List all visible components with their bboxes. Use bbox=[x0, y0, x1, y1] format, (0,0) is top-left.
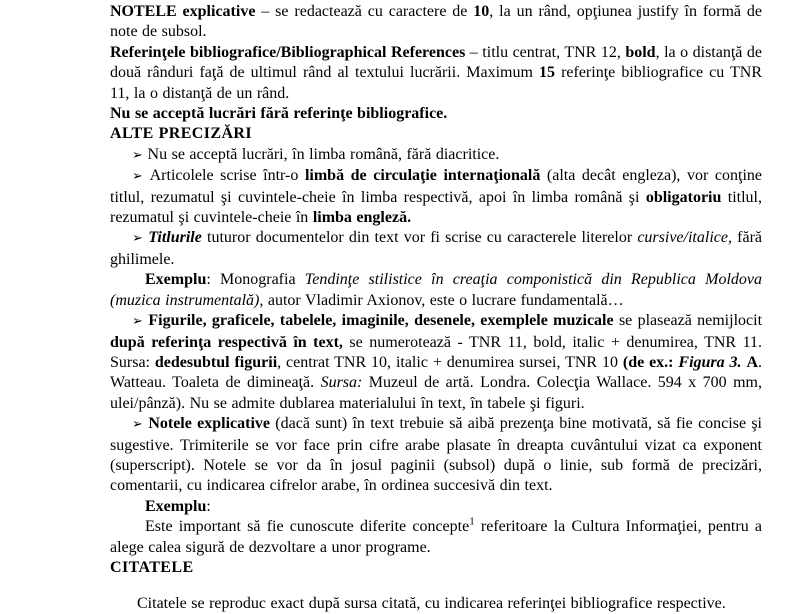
para-exemplu-label bbox=[110, 497, 762, 517]
text-segment: 10 bbox=[473, 3, 490, 20]
arrow-bullet-icon: ➢ bbox=[132, 417, 149, 433]
text-segment: Notele explicative bbox=[148, 415, 270, 433]
text-segment: Tendinţe stilistice în creaţia componistică din Republica Moldova (muzica instrumentală), bbox=[110, 271, 762, 309]
text-segment: Muzeul de artă. Londra. Colecţia Wallace. 594 x 700 mm, ulei/pânză). Nu se admite dublarea materialului în text, în tabele şi figuri. bbox=[110, 374, 763, 412]
text-segment: Exemplu bbox=[145, 271, 207, 289]
text-segment: , la o distanţă de două rânduri faţă de ultimul rând al textului lucrării. Maximum bbox=[110, 43, 762, 82]
text-segment: : Monografia bbox=[206, 271, 305, 289]
text-segment: , la un rând, opţiunea justify în formă de note de subsol. bbox=[110, 3, 762, 41]
arrow-bullet-icon: ➢ bbox=[132, 314, 149, 330]
footnote-superscript: 1 bbox=[469, 515, 475, 528]
para-referinte-bibliografice bbox=[110, 43, 762, 104]
text-segment: . Watteau. Toaleta de dimineaţă. bbox=[110, 353, 762, 392]
text-segment: Articolele scrise într-o bbox=[149, 167, 305, 185]
text-segment: – se redactează cu caractere de bbox=[255, 3, 474, 20]
text-segment: Nu se acceptă lucrări, în limba română, fără diacritice. bbox=[147, 145, 500, 163]
text-segment: NOTELE explicative bbox=[110, 3, 256, 20]
arrow-bullet-icon: ➢ bbox=[132, 231, 149, 247]
text-segment: limbă de circulaţie internaţională bbox=[304, 167, 541, 185]
arrow-bullet-icon: ➢ bbox=[132, 169, 150, 185]
text-segment: referinţe bibliografice cu TNR 11, la o distanţă de un rând. bbox=[110, 64, 763, 102]
arrow-bullet-icon: ➢ bbox=[132, 147, 148, 163]
text-segment: Citatele se reproduc exact după sursa citată, cu indicarea referinţei bibliografice respective. bbox=[137, 595, 726, 612]
text-segment: fără ghilimele. bbox=[110, 229, 763, 268]
text-segment: : bbox=[206, 497, 211, 515]
para-exemplu-monografia bbox=[110, 270, 762, 311]
text-segment: – titlu centrat, TNR 12, bbox=[465, 43, 626, 61]
text-segment: după referinţa respectivă în text, bbox=[110, 333, 343, 351]
text-segment: tuturor documentelor din text vor fi scrise cu caracterele literelor bbox=[201, 229, 638, 247]
text-segment: Exemplu bbox=[145, 497, 207, 515]
text-segment: (alta decât engleza), vor conţine titlul, rezumatul şi cuvintele-cheie în limba respectivă, apoi în limba română şi bbox=[110, 167, 762, 206]
heading-citatele bbox=[110, 558, 762, 578]
bullet-titlurile bbox=[110, 228, 762, 270]
bullet-limba-circulatie bbox=[110, 166, 762, 228]
text-segment: Nu se acceptă lucrări fără referinţe bibliografice. bbox=[110, 105, 448, 123]
bullet-diacritice bbox=[110, 145, 762, 166]
text-segment: A bbox=[746, 353, 758, 371]
text-segment: Referinţele bibliografice/Bibliographical References bbox=[110, 43, 466, 61]
text-segment: (dacă sunt) în text trebuie să aibă prezenţa bine motivată, să fie concise şi sugestive. Trimiterile se vor face prin cifre arabe plasate în dreapta cuvântului vizat ca exponent (superscript). Notele se vor da în josul paginii (subsol) după o linie, sub formă de precizări, comentarii, cu indicarea cifrelor arabe, în ordinea succesivă din text. bbox=[110, 415, 762, 495]
para-exemplu-text bbox=[110, 517, 762, 558]
heading-alte-precizari bbox=[110, 124, 762, 144]
text-segment: CITATELE bbox=[110, 558, 194, 576]
bullet-notele-explicative bbox=[110, 414, 762, 497]
text-segment: Titlurile bbox=[148, 229, 202, 247]
text-segment: Figurile, graficele, tabelele, imaginile, desenele, exemplele muzicale bbox=[148, 312, 614, 330]
text-segment: titlul, rezumatul şi cuvintele-cheie în bbox=[110, 188, 762, 227]
bullet-figurile bbox=[110, 311, 762, 414]
text-segment: se numerotează - TNR 11, bold, italic + denumirea, TNR 11. Sursa: bbox=[110, 333, 762, 371]
para-notele-explicative bbox=[110, 2, 762, 43]
text-segment: bold bbox=[625, 43, 656, 61]
text-segment: cursive/italice, bbox=[637, 229, 732, 247]
text-segment: Figura 3. bbox=[678, 353, 742, 371]
clipped-bottom-line bbox=[110, 594, 762, 614]
text-segment: dedesubtul figurii bbox=[154, 353, 278, 371]
text-segment: , centrat TNR 10, italic + denumirea sursei, TNR 10 bbox=[277, 353, 623, 371]
text-segment: se plasează nemijlocit bbox=[613, 312, 763, 330]
text-segment: (de ex.: bbox=[622, 353, 674, 371]
text-segment: autor Vladimir Axionov, este o lucrare fundamentală… bbox=[263, 291, 624, 309]
para-nu-se-accepta bbox=[110, 104, 762, 124]
text-segment: referitoare la Cultura Informaţiei, pentru a alege calea sigură de dezvoltare a unor programe. bbox=[110, 518, 763, 556]
text-segment: limba engleză. bbox=[312, 209, 412, 227]
text-segment: obligatoriu bbox=[645, 188, 722, 206]
text-segment: Este important să fie cunoscute diferite concepte bbox=[145, 518, 470, 536]
text-segment: 15 bbox=[539, 64, 555, 82]
text-segment: Sursa: bbox=[320, 374, 363, 392]
text-segment: ALTE PRECIZĂRI bbox=[110, 125, 252, 143]
